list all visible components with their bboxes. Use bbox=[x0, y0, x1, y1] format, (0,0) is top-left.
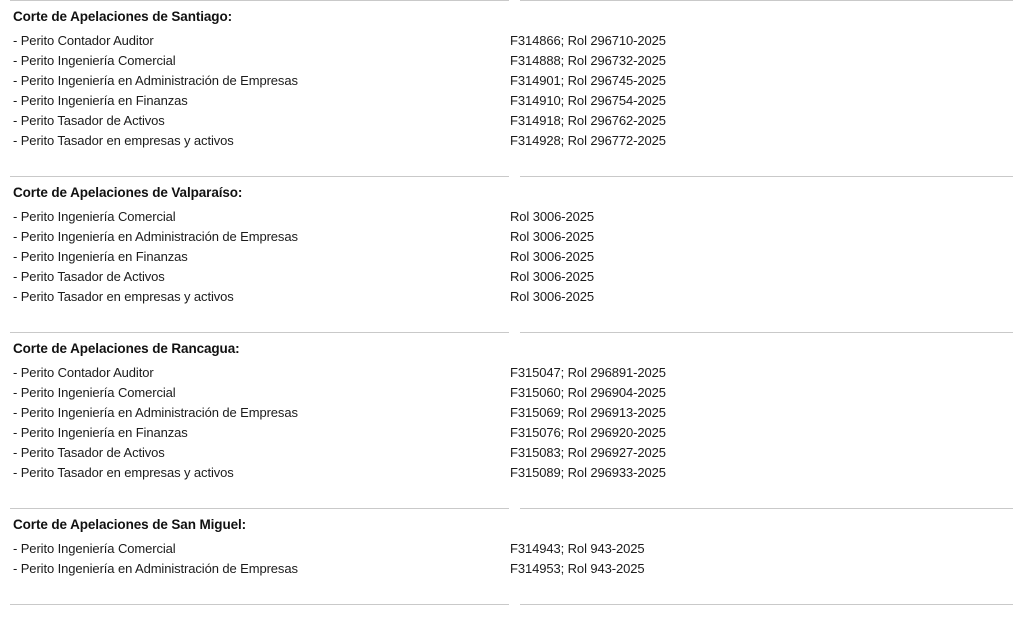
list-item bbox=[0, 559, 1023, 579]
perito-role: - Perito Tasador en empresas y activos bbox=[13, 133, 234, 148]
court-section-santiago bbox=[0, 1, 1023, 176]
perito-role: - Perito Tasador de Activos bbox=[13, 113, 165, 128]
perito-role: - Perito Ingeniería Comercial bbox=[13, 53, 176, 68]
perito-role: - Perito Ingeniería en Finanzas bbox=[13, 249, 188, 264]
divider-gap bbox=[509, 604, 520, 605]
perito-reference: F314943; Rol 943-2025 bbox=[510, 541, 645, 556]
court-title: Corte de Apelaciones de San Miguel: bbox=[13, 517, 247, 532]
list-item bbox=[0, 443, 1023, 463]
perito-role: - Perito Contador Auditor bbox=[13, 365, 154, 380]
court-section-san-miguel bbox=[0, 509, 1023, 604]
list-item bbox=[0, 31, 1023, 51]
perito-reference: Rol 3006-2025 bbox=[510, 209, 594, 224]
perito-reference: F314953; Rol 943-2025 bbox=[510, 561, 645, 576]
perito-role: - Perito Ingeniería en Administración de Empresas bbox=[13, 405, 298, 420]
court-title: Corte de Apelaciones de Santiago: bbox=[13, 9, 232, 24]
perito-role: - Perito Tasador de Activos bbox=[13, 269, 165, 284]
perito-role: - Perito Ingeniería en Finanzas bbox=[13, 425, 188, 440]
perito-reference: Rol 3006-2025 bbox=[510, 229, 594, 244]
list-item bbox=[0, 247, 1023, 267]
perito-role: - Perito Ingeniería en Administración de Empresas bbox=[13, 73, 298, 88]
list-item bbox=[0, 463, 1023, 483]
perito-reference: F314910; Rol 296754-2025 bbox=[510, 93, 666, 108]
court-title: Corte de Apelaciones de Rancagua: bbox=[13, 341, 240, 356]
list-item bbox=[0, 403, 1023, 423]
court-section-rancagua bbox=[0, 333, 1023, 508]
perito-role: - Perito Ingeniería en Administración de Empresas bbox=[13, 561, 298, 576]
list-item bbox=[0, 267, 1023, 287]
divider-left bbox=[10, 604, 509, 605]
perito-reference: F314928; Rol 296772-2025 bbox=[510, 133, 666, 148]
perito-role: - Perito Contador Auditor bbox=[13, 33, 154, 48]
perito-role: - Perito Tasador en empresas y activos bbox=[13, 289, 234, 304]
perito-reference: F314866; Rol 296710-2025 bbox=[510, 33, 666, 48]
perito-reference: F314918; Rol 296762-2025 bbox=[510, 113, 666, 128]
perito-reference: F314901; Rol 296745-2025 bbox=[510, 73, 666, 88]
perito-reference: F315069; Rol 296913-2025 bbox=[510, 405, 666, 420]
list-item bbox=[0, 91, 1023, 111]
perito-role: - Perito Ingeniería Comercial bbox=[13, 541, 176, 556]
list-item bbox=[0, 51, 1023, 71]
list-item bbox=[0, 423, 1023, 443]
perito-role: - Perito Ingeniería Comercial bbox=[13, 209, 176, 224]
perito-reference: F315047; Rol 296891-2025 bbox=[510, 365, 666, 380]
perito-reference: Rol 3006-2025 bbox=[510, 249, 594, 264]
perito-reference: F314888; Rol 296732-2025 bbox=[510, 53, 666, 68]
perito-role: - Perito Ingeniería Comercial bbox=[13, 385, 176, 400]
perito-reference: F315083; Rol 296927-2025 bbox=[510, 445, 666, 460]
perito-role: - Perito Tasador en empresas y activos bbox=[13, 465, 234, 480]
list-item bbox=[0, 363, 1023, 383]
perito-reference: Rol 3006-2025 bbox=[510, 269, 594, 284]
court-section-valparaiso bbox=[0, 177, 1023, 332]
list-item bbox=[0, 207, 1023, 227]
perito-reference: F315060; Rol 296904-2025 bbox=[510, 385, 666, 400]
list-item bbox=[0, 287, 1023, 307]
list-item bbox=[0, 539, 1023, 559]
perito-role: - Perito Ingeniería en Finanzas bbox=[13, 93, 188, 108]
list-item bbox=[0, 111, 1023, 131]
divider-right bbox=[520, 604, 1013, 605]
list-item bbox=[0, 227, 1023, 247]
court-title: Corte de Apelaciones de Valparaíso: bbox=[13, 185, 243, 200]
section-divider bbox=[0, 604, 1023, 605]
perito-reference: F315089; Rol 296933-2025 bbox=[510, 465, 666, 480]
list-item bbox=[0, 131, 1023, 151]
perito-role: - Perito Ingeniería en Administración de Empresas bbox=[13, 229, 298, 244]
perito-reference: Rol 3006-2025 bbox=[510, 289, 594, 304]
perito-reference: F315076; Rol 296920-2025 bbox=[510, 425, 666, 440]
perito-role: - Perito Tasador de Activos bbox=[13, 445, 165, 460]
list-item bbox=[0, 383, 1023, 403]
list-item bbox=[0, 71, 1023, 91]
